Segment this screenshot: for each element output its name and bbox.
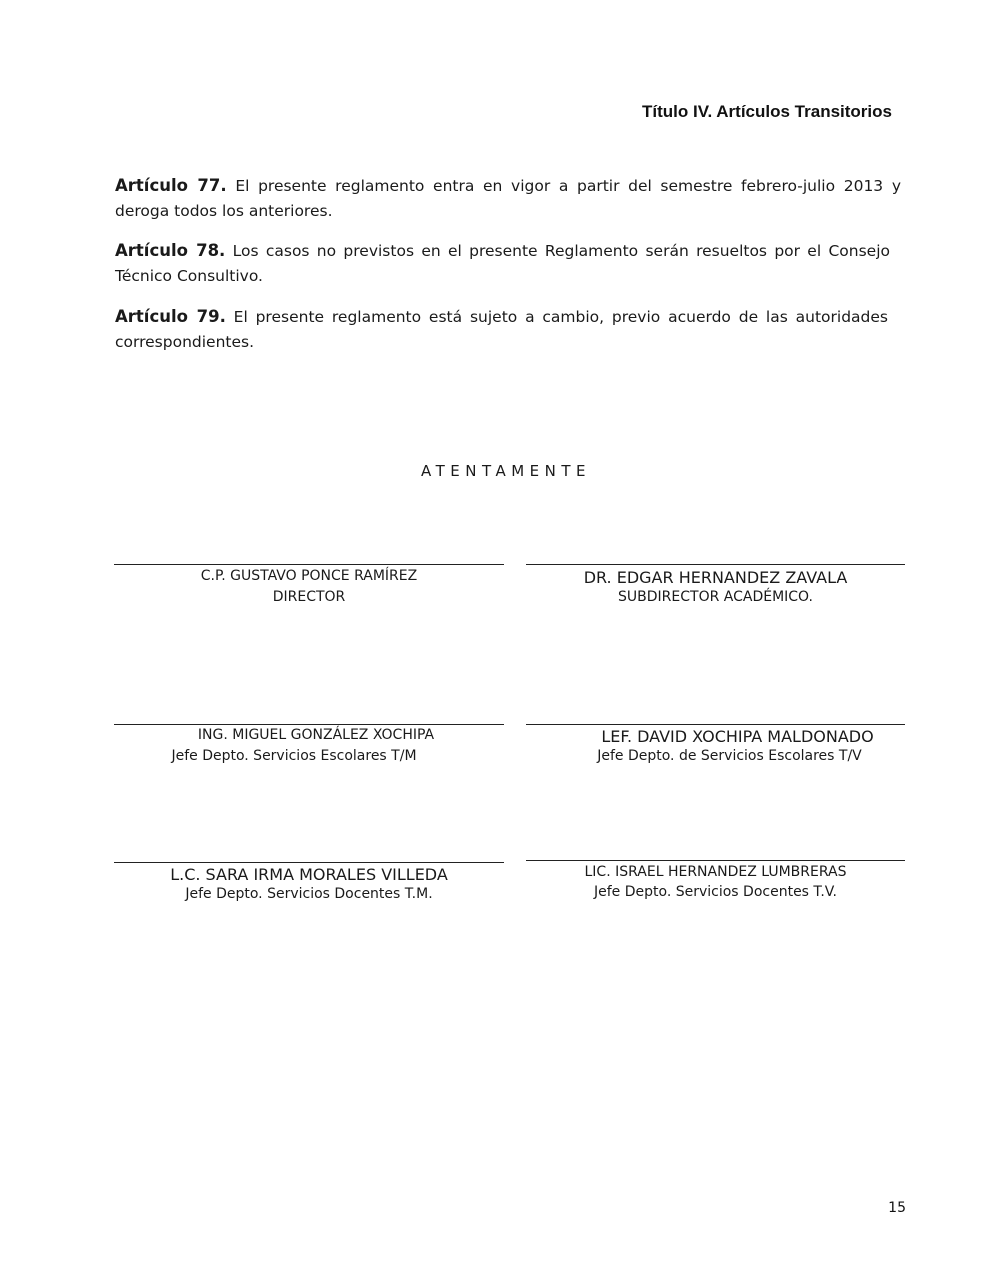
page-number: 15 (888, 1200, 906, 1216)
signature-line (114, 862, 504, 863)
signatory-role: DIRECTOR (272, 589, 346, 605)
signature-line (526, 860, 905, 861)
article-text: Los casos no previstos en el presente Reglamento serán resueltos por el Consejo Técnico Consultivo. (115, 242, 890, 285)
signature-block-escolares-tv (526, 726, 905, 765)
signature-block-docentes-tv (526, 862, 905, 902)
signatory-name: LEF. DAVID XOCHIPA MALDONADO (601, 727, 874, 746)
signature-block-escolares-tm (114, 725, 504, 767)
signatory-role: Jefe Depto. de Servicios Escolares T/V (597, 748, 862, 764)
signatory-role: SUBDIRECTOR ACADÉMICO. (618, 589, 813, 605)
signatory-name: DR. EDGAR HERNANDEZ ZAVALA (583, 568, 848, 587)
signatory-role: Jefe Depto. Servicios Docentes T.M. (185, 886, 433, 902)
article-78 (115, 238, 890, 289)
signature-block-docentes-tm (114, 864, 504, 903)
article-text: El presente reglamento está sujeto a cambio, previo acuerdo de las autoridades correspondientes. (115, 308, 888, 351)
signature-line (114, 564, 504, 565)
article-label: Artículo 78. (115, 241, 226, 260)
signatory-role: Jefe Depto. Servicios Docentes T.V. (594, 884, 837, 900)
section-title: Título IV. Artículos Transitorios (641, 102, 892, 121)
article-79 (115, 304, 888, 355)
signature-block-subdirector (526, 567, 905, 606)
signatory-role: Jefe Depto. Servicios Escolares T/M (171, 748, 417, 764)
closing-salutation: ATENTAMENTE (421, 462, 591, 480)
article-text: El presente reglamento entra en vigor a partir del semestre febrero-julio 2013 y deroga todos los anteriores. (115, 177, 901, 220)
signatory-name: ING. MIGUEL GONZÁLEZ XOCHIPA (197, 727, 435, 743)
article-label: Artículo 77. (115, 176, 227, 195)
article-label: Artículo 79. (115, 307, 226, 326)
signatory-name: L.C. SARA IRMA MORALES VILLEDA (170, 865, 448, 884)
signature-line (526, 564, 905, 565)
signature-line (526, 724, 905, 725)
article-77 (115, 173, 901, 224)
signature-block-director (114, 566, 504, 608)
signatory-name: LIC. ISRAEL HERNANDEZ LUMBRERAS (584, 864, 847, 880)
signatory-name: C.P. GUSTAVO PONCE RAMÍREZ (200, 568, 418, 584)
